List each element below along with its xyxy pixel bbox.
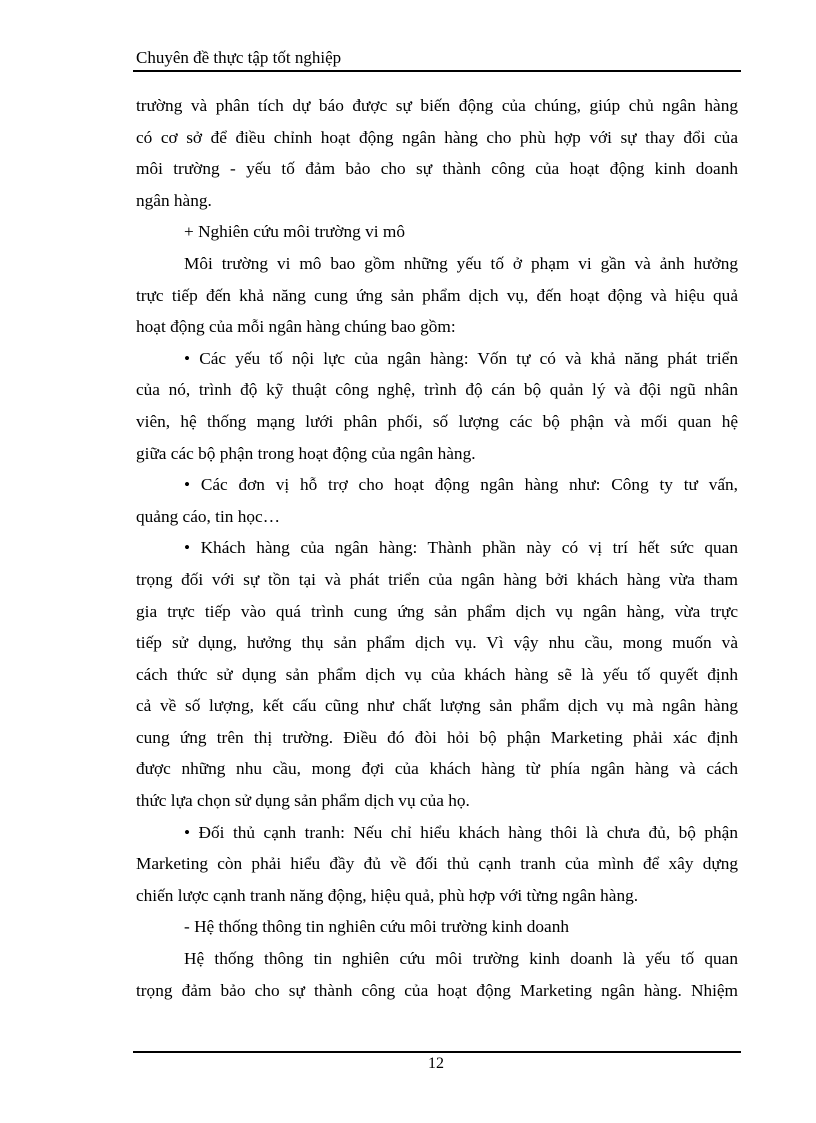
text-line: viên, hệ thống mạng lưới phân phối, số lượng các bộ phận và mối quan hệ [136,411,738,431]
footer-divider [133,1051,741,1053]
text-line: quảng cáo, tin học… [136,506,280,526]
running-header-title: Chuyên đề thực tập tốt nghiệp [136,48,342,67]
text-line: - Hệ thống thông tin nghiên cứu môi trường kinh doanh [184,917,569,937]
body-text [136,90,738,1006]
text-line: gia trực tiếp vào quá trình cung ứng sản phẩm dịch vụ ngân hàng, vừa trực [136,601,738,621]
text-line: trường và phân tích dự báo được sự biến động của chúng, giúp chủ ngân hàng [136,96,738,115]
text-line: ngân hàng. [136,190,212,210]
text-line: trực tiếp đến khả năng cung ứng sản phẩm dịch vụ, đến hoạt động và hiệu quả [136,285,738,305]
text-line: thức lựa chọn sử dụng sản phẩm dịch vụ của họ. [136,791,470,811]
text-line: có cơ sở để điều chỉnh hoạt động ngân hàng cho phù hợp với sự thay đổi của [136,127,738,147]
text-line: • Các yếu tố nội lực của ngân hàng: Vốn tự có và khả năng phát triển [184,348,738,368]
text-line: cung ứng trên thị trường. Điều đó đòi hỏi bộ phận Marketing phải xác định [136,727,738,747]
text-line: • Các đơn vị hỗ trợ cho hoạt động ngân hàng như: Công ty tư vấn, [184,475,738,495]
text-line: của nó, trình độ kỹ thuật công nghệ, trình độ cán bộ quản lý và đội ngũ nhân [136,380,738,400]
text-line: • Đối thủ cạnh tranh: Nếu chỉ hiểu khách hàng thôi là chưa đủ, bộ phận [184,822,738,842]
text-line: tiếp sử dụng, hưởng thụ sản phẩm dịch vụ. Vì vậy nhu cầu, mong muốn và [136,633,738,653]
text-line: trọng đối với sự tồn tại và phát triển của ngân hàng bởi khách hàng vừa tham [136,569,738,589]
text-line: Môi trường vi mô bao gồm những yếu tố ở phạm vi gần và ảnh hưởng [184,253,738,273]
text-line: Marketing còn phải hiểu đầy đủ về đối thủ cạnh tranh của mình để xây dựng [136,854,738,874]
text-line: cả về số lượng, kết cấu cũng như chất lượng sản phẩm dịch vụ mà ngân hàng [136,696,738,716]
text-line: cách thức sử dụng sản phẩm dịch vụ của khách hàng sẽ là yếu tố quyết định [136,664,738,684]
text-line: Hệ thống thông tin nghiên cứu môi trường kinh doanh là yếu tố quan [184,949,738,969]
text-line: môi trường - yếu tố đảm bảo cho sự thành công của hoạt động kinh doanh [136,159,738,179]
text-line: được những nhu cầu, mong đợi của khách hàng từ phía ngân hàng và cách [136,759,738,779]
text-line: giữa các bộ phận trong hoạt động của ngân hàng. [136,443,476,463]
text-line: hoạt động của mỗi ngân hàng chúng bao gồm: [136,317,456,337]
header-divider [133,70,741,72]
text-line: chiến lược cạnh tranh năng động, hiệu quả, phù hợp với từng ngân hàng. [136,885,639,905]
text-line: + Nghiên cứu môi trường vi mô [184,222,405,242]
text-line: • Khách hàng của ngân hàng: Thành phần này có vị trí hết sức quan [184,538,738,558]
text-line: trọng đảm bảo cho sự thành công của hoạt động Marketing ngân hàng. Nhiệm [136,980,738,1000]
page-number: 12 [428,1055,444,1072]
